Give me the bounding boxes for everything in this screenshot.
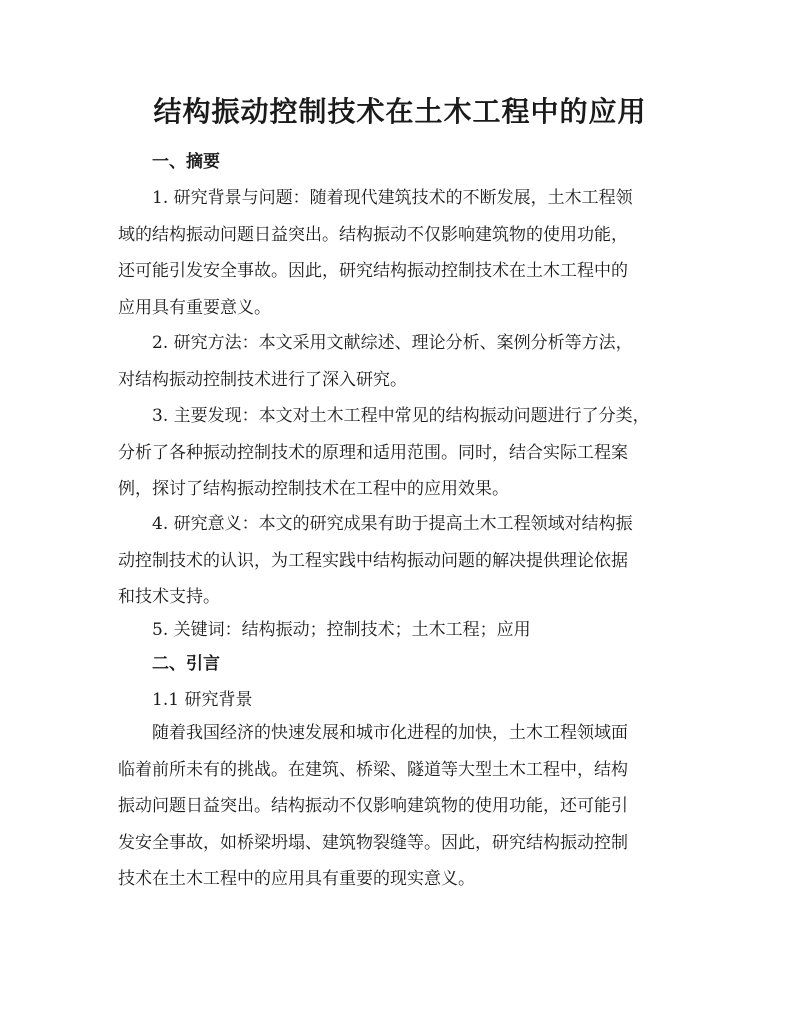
abstract-item-4-line-3: 和技术支持。 [118,587,220,607]
abstract-item-5 [118,612,688,649]
abstract-item-3-line-3: 例，探讨了结构振动控制技术在工程中的应用效果。 [118,479,509,499]
abstract-item-3-line-1: 3. 主要发现：本文对土木工程中常见的结构振动问题进行了分类， [152,406,650,426]
intro-paragraph-line-5: 技术在土木工程中的应用具有重要的现实意义。 [118,869,475,889]
abstract-item-1 [118,180,688,326]
abstract-item-2-line-2: 对结构振动控制技术进行了深入研究。 [118,369,407,390]
abstract-item-4-line-1: 4. 研究意义：本文的研究成果有助于提高土木工程领域对结构振 [152,514,633,534]
intro-heading: 二、引言 [152,654,220,674]
intro-paragraph-line-2: 临着前所未有的挑战。在建筑、桥梁、隧道等大型土木工程中，结构 [118,759,628,780]
intro-paragraph-line-3: 振动问题日益突出。结构振动不仅影响建筑物的使用功能，还可能引 [118,796,628,816]
abstract-item-1-line-1: 1. 研究背景与问题：随着现代建筑技术的不断发展，土木工程领 [152,188,633,208]
abstract-item-3-line-2: 分析了各种振动控制技术的原理和适用范围。同时，结合实际工程案 [118,442,628,463]
document-title: 结构振动控制技术在土木工程中的应用 [153,95,647,128]
intro-subheading: 1.1 研究背景 [152,690,253,710]
abstract-heading: 一、摘要 [152,152,220,172]
abstract-item-1-line-4: 应用具有重要意义。 [118,297,271,318]
abstract-item-1-line-3: 还可能引发安全事故。因此，研究结构振动控制技术在土木工程中的 [118,261,628,281]
abstract-item-2-line-1: 2. 研究方法：本文采用文献综述、理论分析、案例分析等方法， [152,333,633,353]
abstract-item-2 [118,325,688,398]
abstract-item-5-line-1: 5. 关键词：结构振动；控制技术；土木工程；应用 [152,620,531,640]
intro-paragraph [118,715,688,898]
abstract-item-4 [118,506,688,616]
abstract-item-3 [118,398,688,508]
intro-paragraph-line-4: 发安全事故，如桥梁坍塌、建筑物裂缝等。因此，研究结构振动控制 [118,832,628,853]
abstract-item-1-line-2: 域的结构振动问题日益突出。结构振动不仅影响建筑物的使用功能， [118,224,628,245]
abstract-item-4-line-2: 动控制技术的认识，为工程实践中结构振动问题的解决提供理论依据 [118,550,628,571]
intro-paragraph-line-1: 随着我国经济的快速发展和城市化进程的加快，土木工程领域面 [152,723,628,743]
